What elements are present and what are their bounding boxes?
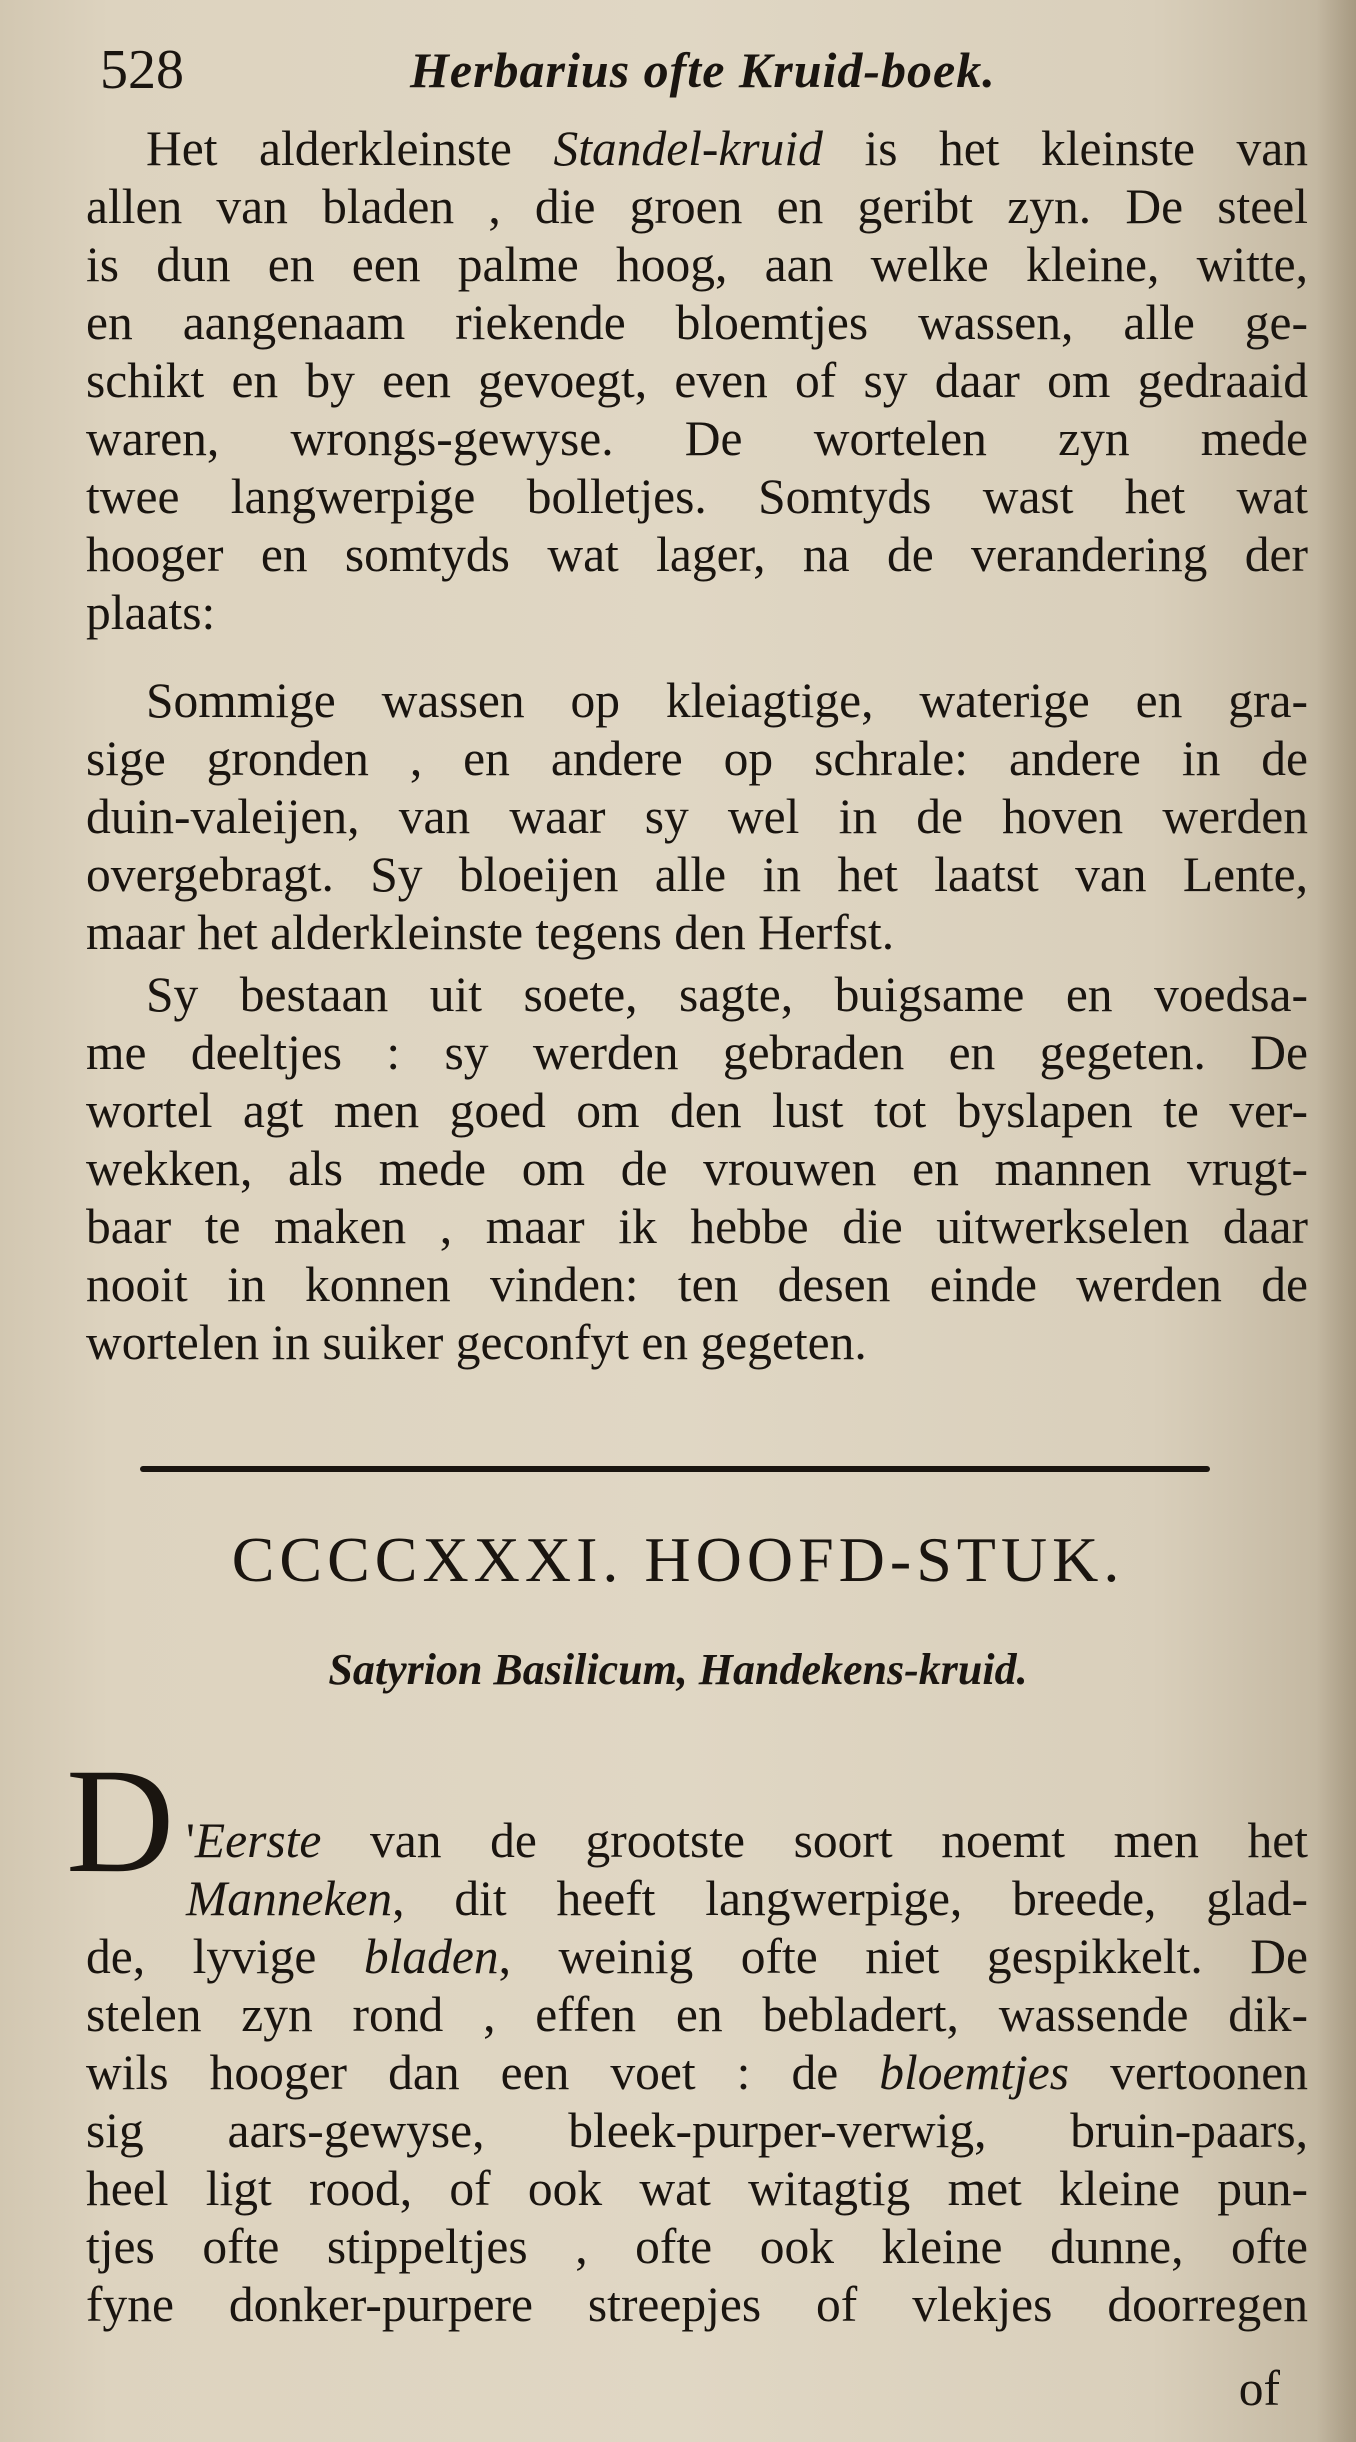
italic-term: Manneken [186, 1870, 393, 1926]
text-line: de, lyvige bladen, weinig ofte niet gespikkelt. De [86, 1928, 1308, 1984]
text-line: wils hooger dan een voet : de bloemtjes vertoonen [86, 2044, 1308, 2100]
text-line: allen van bladen , die groen en geribt zyn. De steel [86, 179, 1308, 234]
text-line: sige gronden , en andere op schrale: andere in de [86, 731, 1308, 786]
paragraph-text [86, 966, 1308, 1372]
text-line: wortelen in suiker geconfyt en gegeten. [86, 1315, 867, 1370]
text-line: schikt en by een gevoegt, even of sy daar om gedraaid [86, 353, 1308, 408]
text-line: plaats: [86, 585, 216, 640]
drop-cap: D [66, 1738, 175, 1904]
text-line: hooger en somtyds wat lager, na de verandering der [86, 527, 1308, 582]
text-line: tjes ofte stippeltjes , ofte ook kleine dunne, ofte [86, 2218, 1308, 2274]
paragraph-text [86, 1812, 1308, 2334]
running-head [100, 28, 1320, 108]
text-line: heel ligt rood, of ook wat witagtig met kleine pun- [86, 2160, 1308, 2216]
text-line: waren, wrongs-gewyse. De wortelen zyn mede [86, 411, 1308, 466]
text-line: duin-valeijen, van waar sy wel in de hoven werden [86, 789, 1308, 844]
text-line: nooit in konnen vinden: ten desen einde werden de [86, 1257, 1308, 1312]
paragraph-text [86, 120, 1308, 642]
text-line: maar het alderkleinste tegens den Herfst. [86, 905, 895, 960]
text-line: Sommige wassen op kleiagtige, waterige en gra- [146, 673, 1308, 728]
text-line: en aangenaam riekende bloemtjes wassen, alle ge- [86, 295, 1308, 350]
running-title: Herbarius ofte Kruid-boek. [410, 42, 996, 98]
paragraph-sy-bestaan [86, 966, 1308, 1372]
text-line: Het alderkleinste Standel-kruid is het kleinste van [146, 121, 1308, 176]
section-divider-rule [140, 1466, 1210, 1472]
text-line: sig aars-gewyse, bleek-purper-verwig, bruin-paars, [86, 2102, 1308, 2158]
catchword: of [1238, 2361, 1280, 2416]
text-line: 'Eerste van de grootste soort noemt men het [186, 1812, 1308, 1868]
text-line: stelen zyn rond , effen en bebladert, wassende dik- [86, 1986, 1308, 2042]
text-line: twee langwerpige bolletjes. Somtyds wast het wat [86, 469, 1308, 524]
text-line: me deeltjes : sy werden gebraden en gegeten. De [86, 1025, 1308, 1080]
text-line: wekken, als mede om de vrouwen en mannen vrugt- [86, 1141, 1308, 1196]
text-line: baar te maken , maar ik hebbe die uitwerkselen daar [86, 1199, 1308, 1254]
page-edge-shadow [1316, 0, 1356, 2442]
text-line: fyne donker-purpere streepjes of vlekjes doorregen [86, 2276, 1308, 2332]
text-line: wortel agt men goed om den lust tot byslapen te ver- [86, 1083, 1308, 1138]
text-line: overgebragt. Sy bloeijen alle in het laatst van Lente, [86, 847, 1308, 902]
paragraph-sommige [86, 672, 1308, 962]
paragraph-standel-kruid [86, 120, 1308, 642]
chapter-body-lines [86, 1812, 1308, 2334]
text-line: is dun en een palme hoog, aan welke kleine, witte, [86, 237, 1308, 292]
text-line: Manneken, dit heeft langwerpige, breede, glad- [186, 1870, 1308, 1926]
chapter-subtitle: Satyrion Basilicum, Handekens-kruid. [328, 1645, 1028, 1694]
italic-term: Standel-kruid [553, 121, 823, 176]
page-number: 528 [100, 39, 184, 101]
italic-term: bloemtjes [879, 2044, 1069, 2100]
chapter-heading: CCCCXXXI. HOOFD-STUK. [231, 1524, 1125, 1595]
italic-term: bladen [363, 1928, 499, 1984]
italic-term: Eerste [194, 1812, 322, 1868]
text-line: Sy bestaan uit soete, sagte, buigsame en voedsa- [146, 967, 1308, 1022]
paragraph-text [86, 672, 1308, 962]
chapter-body [66, 1738, 1308, 2383]
